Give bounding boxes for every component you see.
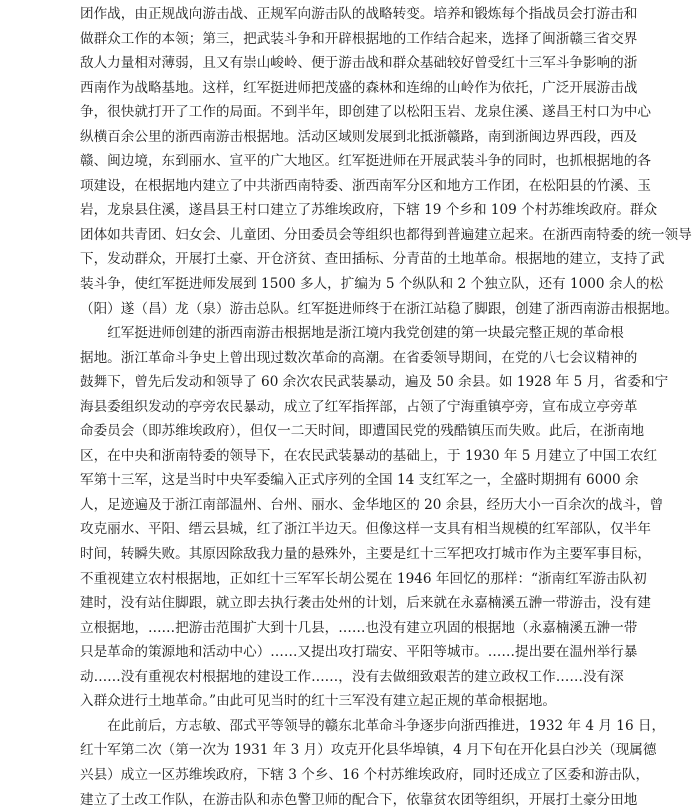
text-line: 做群众工作的本领；第三，把武装斗争和开辟根据地的工作结合起来，选择了闽浙赣三省交界 — [80, 27, 600, 52]
text-line: 据地。浙江革命斗争史上曾出现过数次革命的高潮。在省委领导期间，在党的八七会议精神的 — [80, 346, 600, 371]
text-line: 鼓舞下，曾先后发动和领导了 60 余次农民武装暴动，遍及 50 余县。如 1928 年 5 月，省委和宁 — [80, 370, 600, 395]
text-line: 装斗争，使红军挺进师发展到 1500 多人，扩编为 5 个纵队和 2 个独立队，还有 1000 余人的松 — [80, 272, 600, 297]
text-line: 兴县）成立一区苏维埃政府，下辖 3 个乡、16 个村苏维埃政府，同时还成立了区委和游击队， — [80, 763, 600, 788]
text-line: 入群众进行土地革命。”由此可见当时的红十三军没有建立起正规的革命根据地。 — [80, 689, 600, 714]
text-line: 动……没有重视农村根据地的建设工作……，没有去做细致艰苦的建立政权工作……没有深 — [80, 665, 600, 690]
text-line: 军第十三军，这是当时中央军委编入正式序列的全国 14 支红军之一，全盛时期拥有 6000 余 — [80, 468, 600, 493]
text-line: 只是革命的策源地和活动中心）……又提出攻打瑞安、平阳等城市。……提出要在温州举行暴 — [80, 640, 600, 665]
text-line: 项建设，在根据地内建立了中共浙西南特委、浙西南军分区和地方工作团，在松阳县的竹溪、玉 — [80, 174, 600, 199]
text-line: 下，发动群众，开展打土豪、开仓济贫、查田插标、分青苗的土地革命。根据地的建立，支持了武 — [80, 247, 600, 272]
text-line: 立根据地，……把游击范围扩大到十几县，……也没有建立巩固的根据地（永嘉楠溪五㴢一带 — [80, 616, 600, 641]
text-line: 海县委组织发动的亭旁农民暴动，成立了红军指挥部，占领了宁海重镇亭旁，宣布成立亭旁革 — [80, 395, 600, 420]
text-line: 不重视建立农村根据地，正如红十三军军长胡公冕在 1946 年回忆的那样：“浙南红军游击队初 — [80, 567, 600, 592]
text-line: 在此前后，方志敏、邵式平等领导的赣东北革命斗争逐步向浙西推进，1932 年 4 月 16 日， — [80, 714, 600, 739]
text-line: 敌人力量相对薄弱，且又有崇山峻岭、便于游击战和群众基础较好曾受红十三军斗争影响的浙 — [80, 51, 600, 76]
text-line: 纵横百余公里的浙西南游击根据地。活动区域则发展到北抵浙赣路，南到浙闽边界西段，西及 — [80, 125, 600, 150]
text-line: 岩，龙泉县住溪，遂昌县王村口建立了苏维埃政府，下辖 19 个乡和 109 个村苏维埃政府。群众 — [80, 198, 600, 223]
text-line: 红十军第二次（第一次为 1931 年 3 月）攻克开化县华埠镇，4 月下旬在开化县白沙关（现属德 — [80, 738, 600, 763]
text-line: 争，很快就打开了工作的局面。不到半年，即创建了以松阳玉岩、龙泉住溪、遂昌王村口为中心 — [80, 100, 600, 125]
text-line: 建时，没有站住脚跟，就立即去执行袭击处州的计划，后来就在永嘉楠溪五㴢一带游击，没有建 — [80, 591, 600, 616]
body-text — [80, 2, 600, 812]
text-line: 建立了土改工作队，在游击队和赤色警卫师的配合下，依靠贫农团等组织，开展打土豪分田地 — [80, 788, 600, 812]
text-line: 西南作为战略基地。这样，红军挺进师把茂盛的森林和连绵的山岭作为依托，广泛开展游击战 — [80, 76, 600, 101]
text-line: （阳）遂（昌）龙（泉）游击总队。红军挺进师终于在浙江站稳了脚跟，创建了浙西南游击根据地。 — [80, 297, 600, 322]
text-line: 红军挺进师创建的浙西南游击根据地是浙江境内我党创建的第一块最完整正规的革命根 — [80, 321, 600, 346]
text-line: 团作战，由正规战向游击战、正规军向游击队的战略转变。培养和锻炼每个指战员会打游击和 — [80, 2, 600, 27]
text-line: 团体如共青团、妇女会、儿童团、分田委员会等组织也都得到普遍建立起来。在浙西南特委的统一领导 — [80, 223, 600, 248]
text-line: 人，足迹遍及于浙江南部温州、台州、丽水、金华地区的 20 余县，经历大小一百余次的战斗，曾 — [80, 493, 600, 518]
text-line: 赣、闽边境，东到丽水、宣平的广大地区。红军挺进师在开展武装斗争的同时，也抓根据地的各 — [80, 149, 600, 174]
text-line: 攻克丽水、平阳、缙云县城，红了浙江半边天。但像这样一支具有相当规模的红军部队，仅半年 — [80, 517, 600, 542]
text-line: 区，在中央和浙南特委的领导下，在农民武装暴动的基础上，于 1930 年 5 月建立了中国工农红 — [80, 444, 600, 469]
text-line: 命委员会（即苏维埃政府），但仅一二天时间，即遭国民党的残酷镇压而失败。此后，在浙南地 — [80, 419, 600, 444]
text-line: 时间，转瞬失败。其原因除敌我力量的悬殊外，主要是红十三军把攻打城市作为主要军事目标， — [80, 542, 600, 567]
